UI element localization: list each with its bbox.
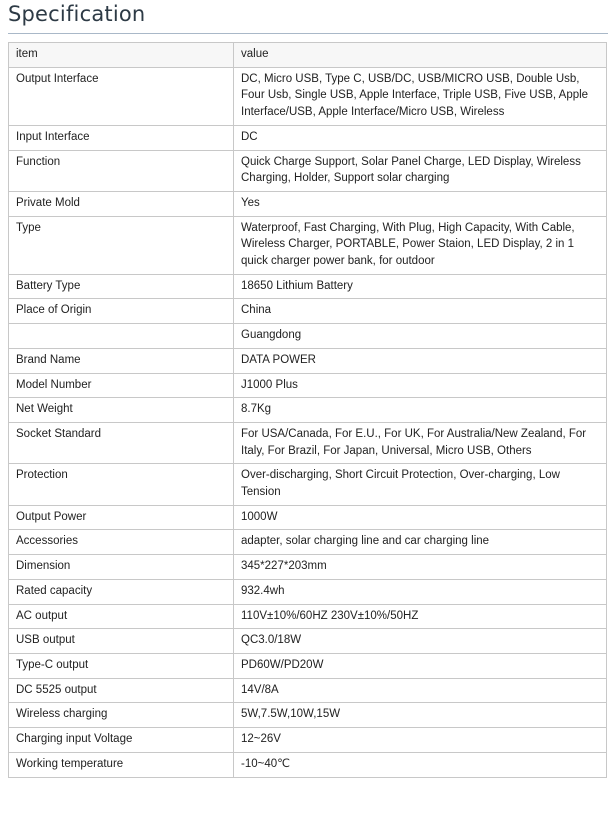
spec-item-cell: Socket Standard <box>9 422 234 463</box>
spec-item-cell: Charging input Voltage <box>9 728 234 753</box>
table-row <box>9 505 607 530</box>
table-row <box>9 398 607 423</box>
spec-item-cell: Working temperature <box>9 752 234 777</box>
table-row <box>9 703 607 728</box>
table-row <box>9 464 607 505</box>
table-row <box>9 752 607 777</box>
spec-item-cell: Place of Origin <box>9 299 234 324</box>
spec-value-cell: DATA POWER <box>234 348 607 373</box>
table-row <box>9 422 607 463</box>
spec-item-cell: Brand Name <box>9 348 234 373</box>
spec-item-cell: Private Mold <box>9 191 234 216</box>
header-value: value <box>234 43 607 68</box>
spec-item-cell: Battery Type <box>9 274 234 299</box>
page-title: Specification <box>8 2 146 26</box>
spec-value-cell: 1000W <box>234 505 607 530</box>
table-header-row <box>9 43 607 68</box>
spec-item-cell: Model Number <box>9 373 234 398</box>
table-row <box>9 324 607 349</box>
spec-value-cell: 14V/8A <box>234 678 607 703</box>
table-row <box>9 678 607 703</box>
table-row <box>9 579 607 604</box>
spec-value-cell: For USA/Canada, For E.U., For UK, For Australia/New Zealand, For Italy, For Brazil, For Japan, Universal, Micro USB, Others <box>234 422 607 463</box>
spec-item-cell <box>9 324 234 349</box>
spec-item-cell: Function <box>9 150 234 191</box>
table-row <box>9 604 607 629</box>
spec-item-cell: AC output <box>9 604 234 629</box>
spec-item-cell: Accessories <box>9 530 234 555</box>
spec-value-cell: DC, Micro USB, Type C, USB/DC, USB/MICRO USB, Double Usb, Four Usb, Single USB, Apple Interface, Triple USB, Five USB, Apple Interface/USB, Apple Interface/Micro USB, Wireless <box>234 67 607 125</box>
spec-value-cell: 110V±10%/60HZ 230V±10%/50HZ <box>234 604 607 629</box>
table-row <box>9 348 607 373</box>
header-item: item <box>9 43 234 68</box>
spec-value-cell: PD60W/PD20W <box>234 653 607 678</box>
spec-value-cell: QC3.0/18W <box>234 629 607 654</box>
spec-item-cell: Type-C output <box>9 653 234 678</box>
spec-item-cell: Rated capacity <box>9 579 234 604</box>
specification-table <box>8 42 607 778</box>
spec-item-cell: Output Interface <box>9 67 234 125</box>
spec-value-cell: 18650 Lithium Battery <box>234 274 607 299</box>
table-row <box>9 373 607 398</box>
spec-item-cell: Net Weight <box>9 398 234 423</box>
spec-item-cell: Type <box>9 216 234 274</box>
table-row <box>9 653 607 678</box>
spec-value-cell: 932.4wh <box>234 579 607 604</box>
spec-value-cell: 345*227*203mm <box>234 555 607 580</box>
spec-item-cell: DC 5525 output <box>9 678 234 703</box>
spec-value-cell: Waterproof, Fast Charging, With Plug, High Capacity, With Cable, Wireless Charger, PORTABLE, Power Staion, LED Display, 2 in 1 quick charger power bank, for outdoor <box>234 216 607 274</box>
spec-value-cell: Guangdong <box>234 324 607 349</box>
spec-value-cell: -10~40℃ <box>234 752 607 777</box>
table-row <box>9 191 607 216</box>
table-row <box>9 216 607 274</box>
table-row <box>9 150 607 191</box>
spec-value-cell: J1000 Plus <box>234 373 607 398</box>
spec-value-cell: 8.7Kg <box>234 398 607 423</box>
spec-value-cell: 12~26V <box>234 728 607 753</box>
spec-value-cell: Quick Charge Support, Solar Panel Charge, LED Display, Wireless Charging, Holder, Support solar charging <box>234 150 607 191</box>
spec-value-cell: DC <box>234 125 607 150</box>
spec-value-cell: Over-discharging, Short Circuit Protection, Over-charging, Low Tension <box>234 464 607 505</box>
spec-item-cell: Protection <box>9 464 234 505</box>
table-row <box>9 629 607 654</box>
table-row <box>9 728 607 753</box>
spec-item-cell: Dimension <box>9 555 234 580</box>
spec-value-cell: adapter, solar charging line and car charging line <box>234 530 607 555</box>
table-row <box>9 555 607 580</box>
spec-value-cell: China <box>234 299 607 324</box>
spec-value-cell: Yes <box>234 191 607 216</box>
table-row <box>9 125 607 150</box>
table-row <box>9 530 607 555</box>
table-row <box>9 274 607 299</box>
table-row <box>9 299 607 324</box>
table-body <box>9 67 607 777</box>
spec-item-cell: Wireless charging <box>9 703 234 728</box>
table-row <box>9 67 607 125</box>
spec-item-cell: Output Power <box>9 505 234 530</box>
title-divider <box>8 33 608 34</box>
spec-item-cell: USB output <box>9 629 234 654</box>
spec-value-cell: 5W,7.5W,10W,15W <box>234 703 607 728</box>
spec-item-cell: Input Interface <box>9 125 234 150</box>
